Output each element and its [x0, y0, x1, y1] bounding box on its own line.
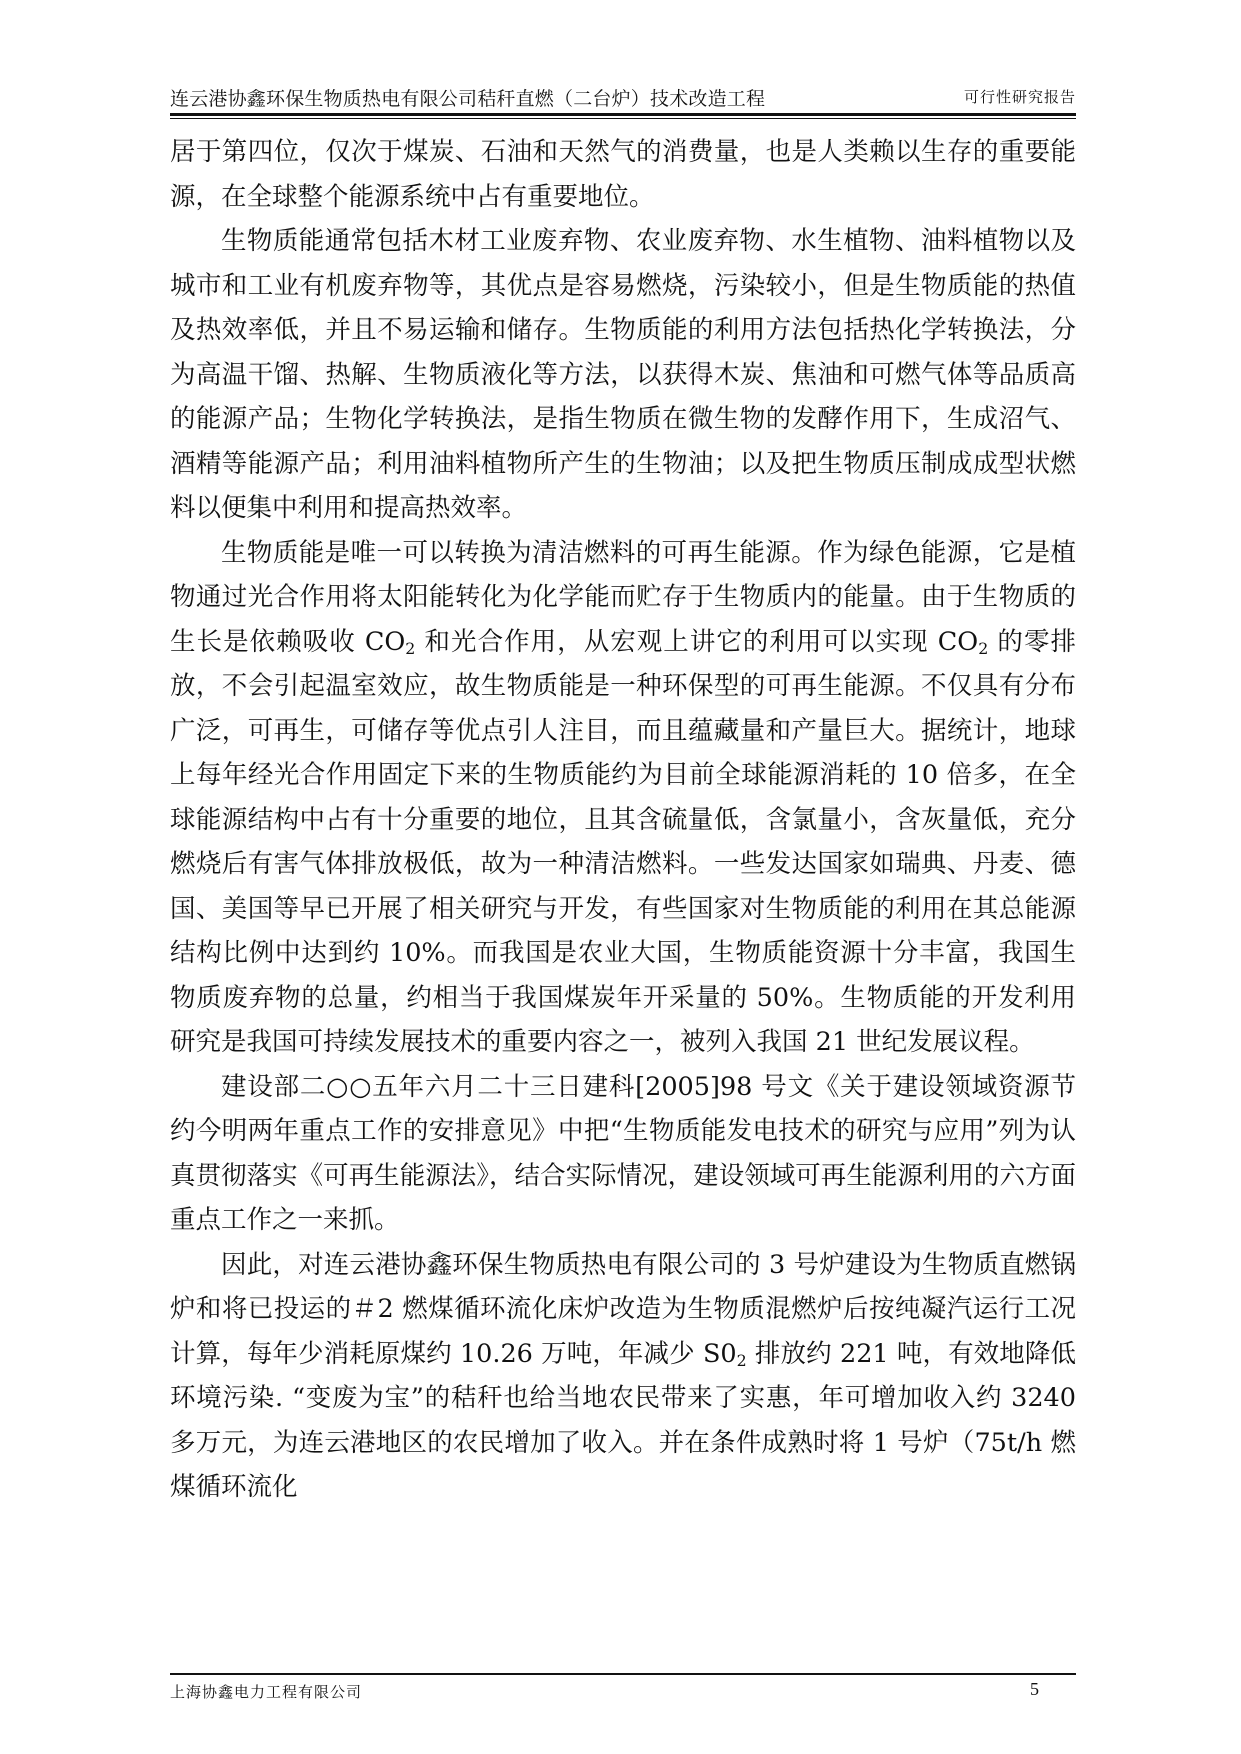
paragraph-5-part-b: 排放约 221 吨，有效地降低环境污染. “变废为宝”的秸秆也给当地农民带来了实惠，年可增加收入约 3240 多万元，为连云港地区的农民增加了收入。并在条件成熟时将 1 号炉（75t/h 燃煤循环流化: [170, 1338, 1076, 1502]
so2-subscript: 2: [736, 1350, 747, 1370]
page-header: [170, 84, 1076, 110]
co2-subscript-2: 2: [978, 638, 989, 658]
paragraph-3: [170, 531, 1076, 1065]
paragraph-3-part-c: 的零排放，不会引起温室效应，故生物质能是一种环保型的可再生能源。不仅具有分布广泛，可再生，可储存等优点引人注目，而且蕴藏量和产量巨大。据统计，地球上每年经光合作用固定下来的生物质能约为目前全球能源消耗的 10 倍多，在全球能源结构中占有十分重要的地位，且其含硫量低，含氯量小，含灰量低，充分燃烧后有害气体排放极低，故为一种清洁燃料。一些发达国家如瑞典、丹麦、德国、美国等早已开展了相关研究与开发，有些国家对生物质能的利用在其总能源结构比例中达到约 10%。而我国是农业大国，生物质能资源十分丰富，我国生物质废弃物的总量，约相当于我国煤炭年开采量的 50%。生物质能的开发利用研究是我国可持续发展技术的重要内容之一，被列入我国 21 世纪发展议程。: [170, 626, 1076, 1057]
body-text: [170, 130, 1076, 1510]
header-rule-thin: [170, 118, 1076, 119]
paragraph-5-part-a: 因此，对连云港协鑫环保生物质热电有限公司的 3 号炉建设为生物质直燃锅炉和将已投运的＃2 燃煤循环流化床炉改造为生物质混燃炉后按纯凝汽运行工况计算，每年少消耗原煤约 10.26 万吨，年减少 S0: [170, 1249, 1076, 1369]
page-number: 5: [1030, 1679, 1039, 1699]
footer-company: 上海协鑫电力工程有限公司: [170, 1683, 363, 1701]
paragraph-3-part-a: 生物质能是唯一可以转换为清洁燃料的可再生能源。作为绿色能源，它是植物通过光合作用将太阳能转化为化学能而贮存于生物质内的能量。由于生物质的生长是依赖吸收 CO: [170, 537, 1076, 657]
paragraph-5: [170, 1243, 1076, 1510]
header-doc-type: 可行性研究报告: [963, 88, 1076, 106]
paragraph-2: 生物质能通常包括木材工业废弃物、农业废弃物、水生植物、油料植物以及城市和工业有机废弃物等，其优点是容易燃烧，污染较小，但是生物质能的热值及热效率低，并且不易运输和储存。生物质能的利用方法包括热化学转换法，分为高温干馏、热解、生物质液化等方法，以获得木炭、焦油和可燃气体等品质高的能源产品；生物化学转换法，是指生物质在微生物的发酵作用下，生成沼气、酒精等能源产品；利用油料植物所产生的生物油；以及把生物质压制成成型状燃料以便集中利用和提高热效率。: [170, 226, 1076, 523]
paragraph-1: 居于第四位，仅次于煤炭、石油和天然气的消费量，也是人类赖以生存的重要能源，在全球整个能源系统中占有重要地位。: [170, 137, 1076, 212]
paragraph-3-part-b: 和光合作用，从宏观上讲它的利用可以实现 CO: [415, 626, 979, 657]
co2-subscript-1: 2: [405, 638, 416, 658]
header-title: 连云港协鑫环保生物质热电有限公司秸秆直燃（二台炉）技术改造工程: [170, 88, 766, 110]
footer-rule: [170, 1673, 1076, 1675]
header-rule-thick: [170, 113, 1076, 116]
paragraph-4: 建设部二○○五年六月二十三日建科[2005]98 号文《关于建设领域资源节约今明两年重点工作的安排意见》中把“生物质能发电技术的研究与应用”列为认真贯彻落实《可再生能源法》，结合实际情况，建设领域可再生能源利用的六方面重点工作之一来抓。: [170, 1071, 1076, 1235]
